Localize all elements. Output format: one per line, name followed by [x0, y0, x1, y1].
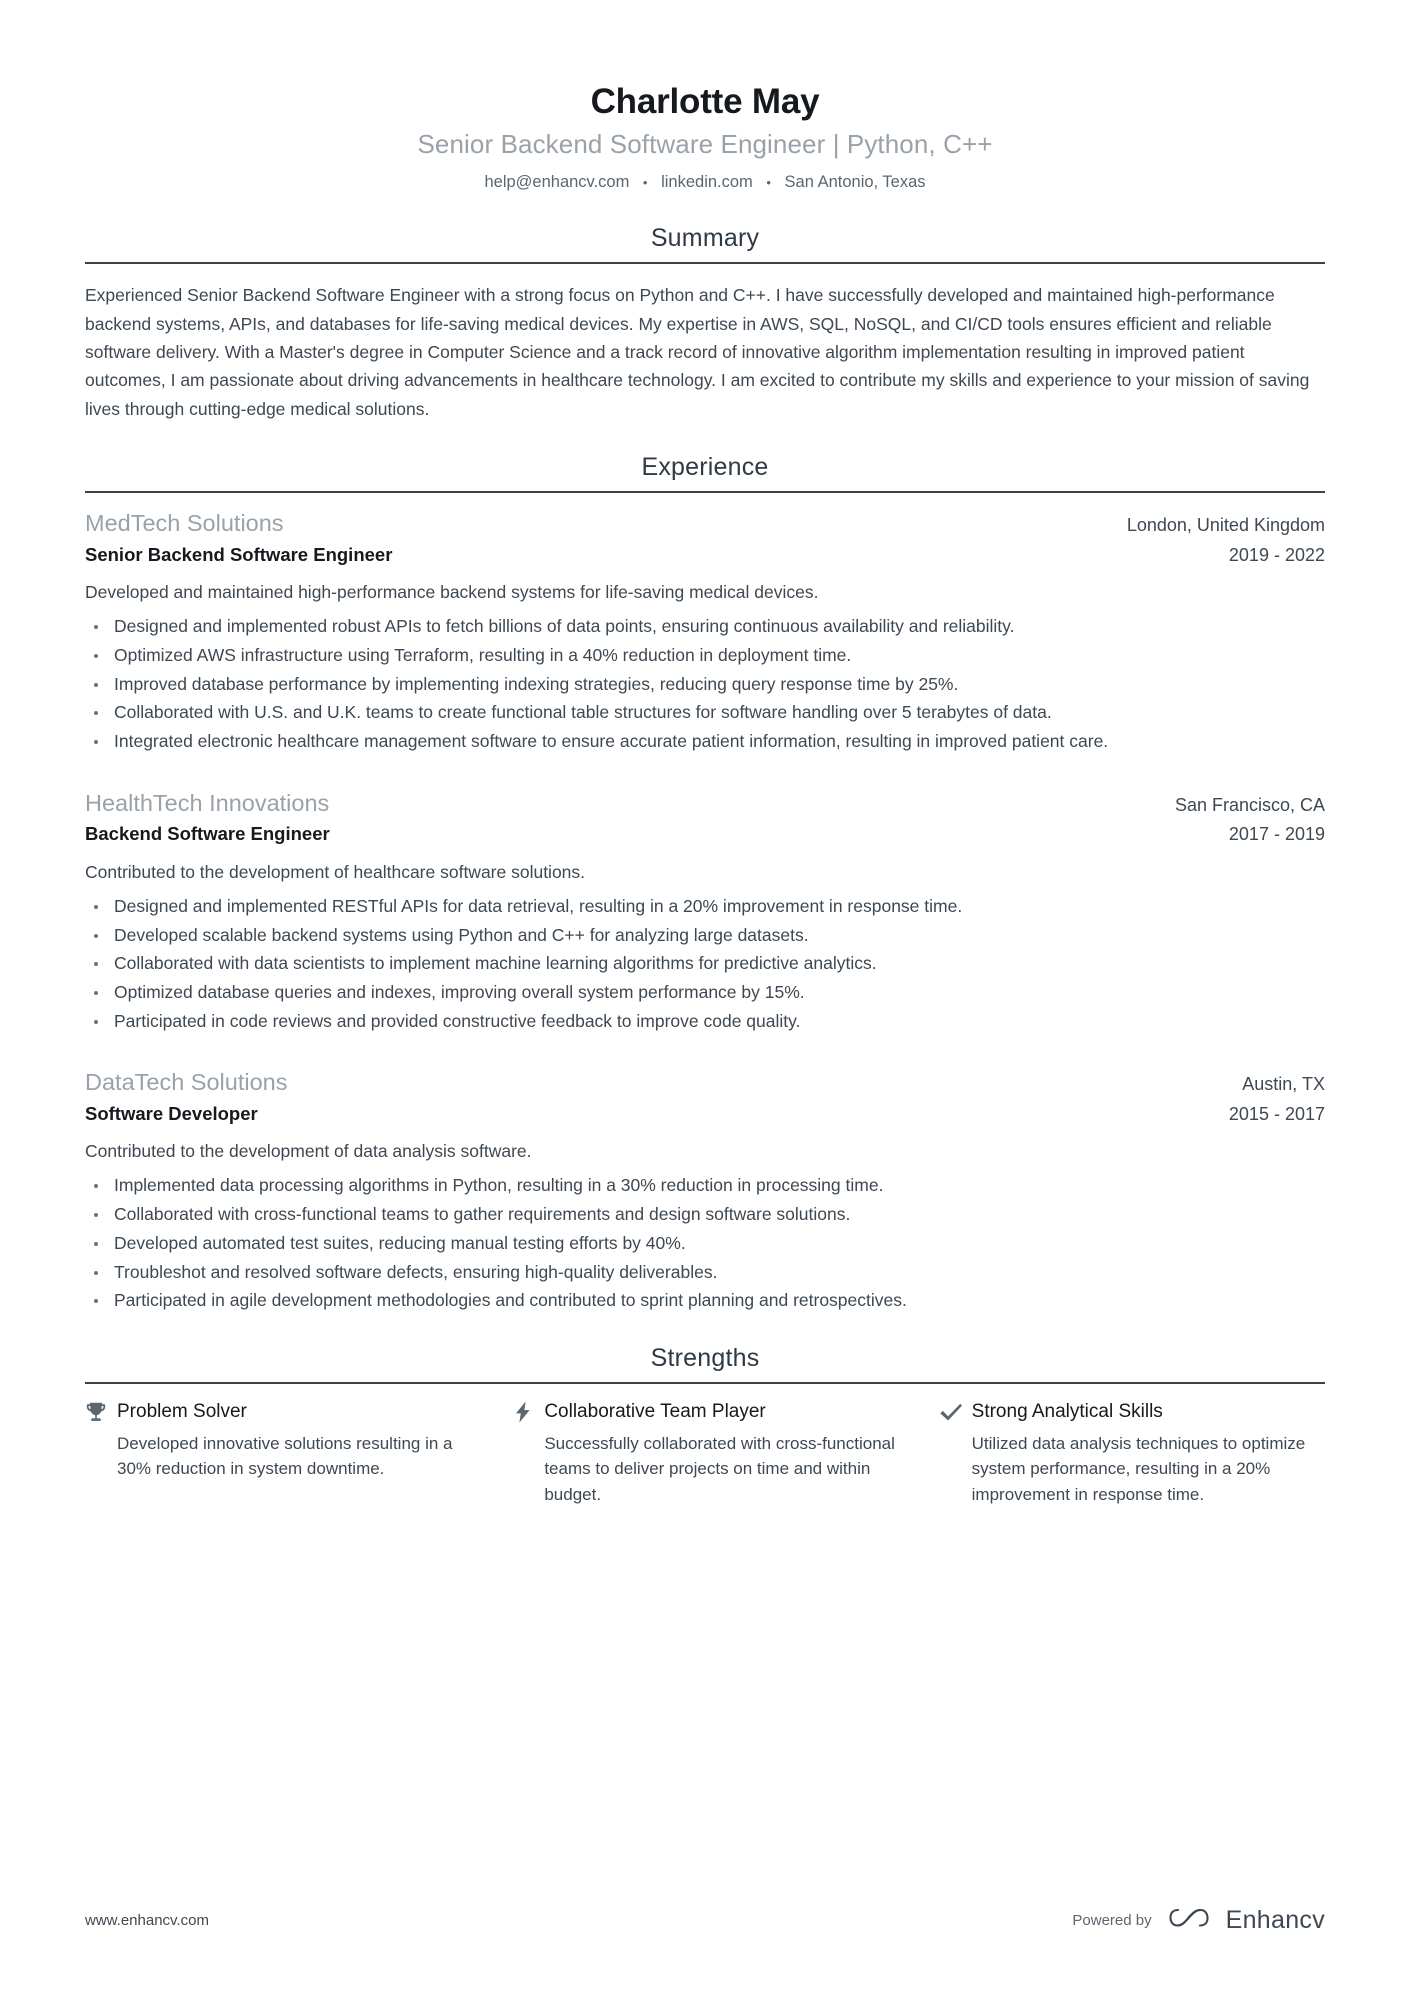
experience-bullet: Developed automated test suites, reducing manual testing efforts by 40%.	[85, 1231, 1325, 1257]
experience-bullet-list	[85, 894, 1325, 1035]
strength-item	[940, 1400, 1325, 1507]
strength-description: Utilized data analysis techniques to optimize system performance, resulting in a 20% improvement in response time.	[971, 1433, 1306, 1504]
experience-bullet: Implemented data processing algorithms in Python, resulting in a 30% reduction in processing time.	[85, 1173, 1325, 1199]
strengths-grid	[85, 1400, 1325, 1507]
experience-bullet: Designed and implemented RESTful APIs for data retrieval, resulting in a 20% improvement in response time.	[85, 894, 1325, 920]
lightning-bolt-icon	[512, 1400, 534, 1424]
experience-job-title: Senior Backend Software Engineer	[85, 543, 393, 565]
enhancv-brand	[1169, 1904, 1325, 1937]
summary-text: Experienced Senior Backend Software Engineer with a strong focus on Python and C++. I have successfully developed and maintained high-performance backend systems, APIs, and databases for life-saving medical devices. My expertise in AWS, SQL, NoSQL, and CI/CD tools ensures efficient and reliable software delivery. With a Master's degree in Computer Science and a track record of innovative algorithm implementation resulting in improved patient outcomes, I am passionate about driving advancements in healthcare technology. I am excited to contribute my skills and experience to your mission of saving lives through cutting-edge medical solutions.	[85, 285, 1310, 419]
experience-bullet: Integrated electronic healthcare management software to ensure accurate patient information, resulting in improved patient care.	[85, 729, 1325, 755]
section-summary	[85, 224, 1325, 423]
strength-header	[512, 1400, 897, 1425]
contact-email[interactable]: help@enhancv.com	[484, 173, 630, 192]
section-strengths	[85, 1344, 1325, 1507]
experience-bullet-list	[85, 614, 1325, 755]
experience-bullet: Participated in code reviews and provided constructive feedback to improve code quality.	[85, 1009, 1325, 1035]
contact-line	[85, 171, 1325, 194]
experience-bullet: Designed and implemented robust APIs to fetch billions of data points, ensuring continuous availability and reliability.	[85, 614, 1325, 640]
experience-bullet-list	[85, 1173, 1325, 1314]
contact-location: San Antonio, Texas	[784, 173, 926, 192]
checkmark-icon	[940, 1400, 962, 1424]
experience-title-row	[85, 543, 1325, 567]
experience-item	[85, 789, 1325, 1035]
strength-header	[940, 1400, 1325, 1425]
section-title-experience: Experience	[641, 453, 769, 482]
experience-company-row	[85, 1068, 1325, 1097]
experience-bullet: Collaborated with U.S. and U.K. teams to create functional table structures for software handling over 5 terabytes of data.	[85, 700, 1325, 726]
page-title: Charlotte May	[590, 82, 820, 121]
contact-linkedin[interactable]: linkedin.com	[661, 173, 753, 192]
experience-bullet: Optimized database queries and indexes, improving overall system performance by 15%.	[85, 980, 1325, 1006]
experience-company: DataTech Solutions	[85, 1069, 288, 1096]
section-divider	[85, 262, 1325, 264]
experience-bullet: Collaborated with data scientists to implement machine learning algorithms for predictive analytics.	[85, 951, 1325, 977]
trophy-icon	[85, 1400, 107, 1424]
experience-bullet: Developed scalable backend systems using Python and C++ for analyzing large datasets.	[85, 923, 1325, 949]
section-title-summary: Summary	[650, 224, 760, 253]
experience-company: MedTech Solutions	[85, 510, 284, 537]
experience-bullet: Collaborated with cross-functional teams to gather requirements and design software solutions.	[85, 1202, 1325, 1228]
strength-description: Successfully collaborated with cross-functional teams to deliver projects on time and within budget.	[544, 1433, 895, 1504]
experience-title-row	[85, 1102, 1325, 1126]
experience-job-title: Software Developer	[85, 1102, 258, 1124]
experience-company: HealthTech Innovations	[85, 789, 330, 816]
footer-website-url[interactable]: www.enhancv.com	[85, 1912, 209, 1929]
enhancv-logo-icon	[1169, 1904, 1215, 1937]
experience-location: London, United Kingdom	[1126, 515, 1325, 536]
experience-bullet: Optimized AWS infrastructure using Terraform, resulting in a 40% reduction in deployment time.	[85, 643, 1325, 669]
experience-bullet: Improved database performance by implementing indexing strategies, reducing query response time by 25%.	[85, 672, 1325, 698]
page-footer	[85, 1904, 1325, 1937]
experience-item	[85, 509, 1325, 755]
experience-list	[85, 509, 1325, 1314]
experience-item	[85, 1068, 1325, 1314]
strength-item	[85, 1400, 470, 1507]
strength-item	[512, 1400, 897, 1507]
experience-bullet: Participated in agile development methodologies and contributed to sprint planning and retrospectives.	[85, 1288, 1325, 1314]
contact-separator-icon: •	[766, 174, 771, 190]
professional-headline: Senior Backend Software Engineer | Python, C++	[417, 129, 993, 160]
powered-by-label: Powered by	[1072, 1912, 1152, 1929]
section-divider	[85, 491, 1325, 493]
resume-header	[85, 70, 1325, 194]
strength-header	[85, 1400, 470, 1425]
experience-company-row	[85, 789, 1325, 818]
experience-location: San Francisco, CA	[1174, 794, 1325, 815]
footer-branding	[1072, 1904, 1325, 1937]
experience-description: Contributed to the development of healthcare software solutions.	[85, 861, 586, 882]
experience-job-title: Backend Software Engineer	[85, 823, 330, 845]
section-divider	[85, 1382, 1325, 1384]
experience-company-row	[85, 509, 1325, 538]
strength-name: Problem Solver	[117, 1400, 247, 1422]
strength-name: Strong Analytical Skills	[971, 1400, 1163, 1422]
experience-dates: 2015 - 2017	[1228, 1103, 1325, 1124]
enhancv-wordmark: Enhancv	[1225, 1906, 1325, 1934]
strength-description: Developed innovative solutions resulting in a 30% reduction in system downtime.	[117, 1433, 453, 1479]
experience-title-row	[85, 822, 1325, 846]
section-title-strengths: Strengths	[650, 1343, 760, 1372]
experience-description: Contributed to the development of data analysis software.	[85, 1141, 532, 1162]
section-experience	[85, 453, 1325, 1314]
experience-dates: 2019 - 2022	[1228, 544, 1325, 565]
experience-description: Developed and maintained high-performance backend systems for life-saving medical devices.	[85, 581, 819, 602]
contact-separator-icon: •	[642, 174, 648, 190]
experience-location: Austin, TX	[1242, 1074, 1325, 1095]
strength-name: Collaborative Team Player	[544, 1400, 766, 1422]
experience-bullet: Troubleshot and resolved software defects, ensuring high-quality deliverables.	[85, 1260, 1325, 1286]
experience-dates: 2017 - 2019	[1228, 824, 1325, 845]
